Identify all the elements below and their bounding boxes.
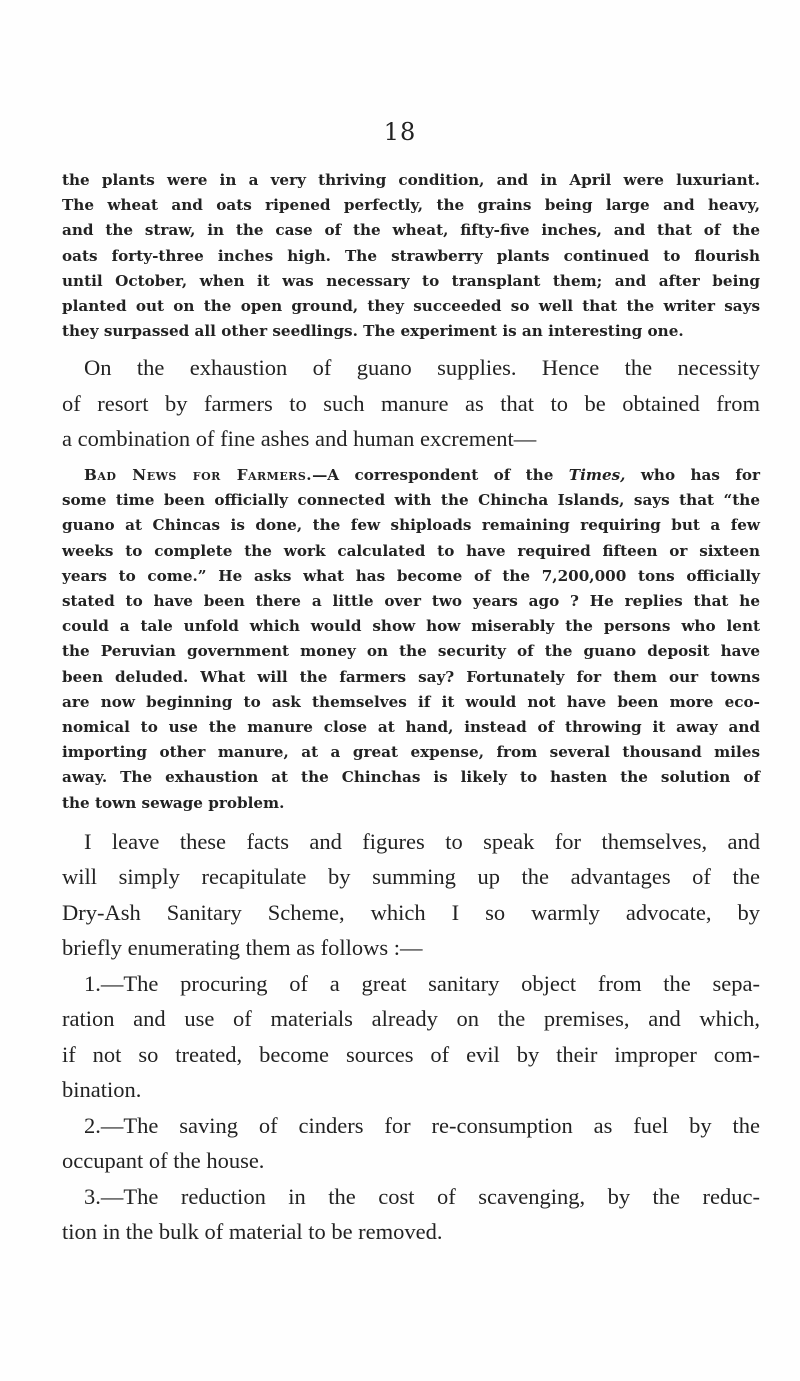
list-item-2 xyxy=(62,1108,760,1179)
text-line: away. The exhaustion at the Chinchas is likely to hasten the solution of xyxy=(62,768,760,787)
text-line: the town sewage problem. xyxy=(62,793,285,812)
text-line: will simply recapitulate by summing up the advantages of the xyxy=(62,864,760,890)
text-line: oats forty-three inches high. The strawberry plants continued to flourish xyxy=(62,246,760,265)
paragraph-recapitulation xyxy=(62,824,760,966)
text-line: Dry-Ash Sanitary Scheme, which I so warmly advocate, by xyxy=(62,899,760,925)
text-line: 2.—The saving of cinders for re-consumption as fuel by the xyxy=(84,1112,760,1138)
text-line xyxy=(62,463,760,488)
newspaper-title: Times, xyxy=(568,465,626,484)
paragraph-plants-experiment xyxy=(62,168,760,344)
text-line: planted out on the open ground, they succeeded so well that the writer says xyxy=(62,297,760,316)
text-line: years to come.” He asks what has become of the 7,200,000 tons officially xyxy=(62,566,760,585)
page-body xyxy=(62,168,760,1250)
text-line: ration and use of materials already on the premises, and which, xyxy=(62,1006,760,1032)
text-line: the plants were in a very thriving condition, and in April were luxuriant. xyxy=(62,171,760,189)
text-line: occupant of the house. xyxy=(62,1148,265,1174)
text-line: until October, when it was necessary to transplant them; and after being xyxy=(62,271,760,290)
text-line: been deluded. What will the farmers say? Fortunately for them our towns xyxy=(62,667,760,686)
text-line: are now beginning to ask themselves if it would not have been more eco- xyxy=(62,692,760,711)
text-line: tion in the bulk of material to be removed. xyxy=(62,1219,443,1245)
text-line: if not so treated, become sources of evil by their improper com- xyxy=(62,1041,760,1067)
paragraph-bad-news-quote xyxy=(62,463,760,816)
text-line: of resort by farmers to such manure as that to be obtained from xyxy=(62,390,760,416)
text-line: guano at Chincas is done, the few shiploads remaining requiring but a few xyxy=(62,516,760,535)
text-line: some time been officially connected with the Chincha Islands, says that “the xyxy=(62,491,760,510)
text-fragment: who has for xyxy=(625,465,760,484)
text-line: could a tale unfold which would show how miserably the persons who lent xyxy=(62,617,760,636)
text-fragment: —A correspondent of the xyxy=(312,465,569,484)
text-line: bination. xyxy=(62,1077,142,1103)
text-line: they surpassed all other seedlings. The experiment is an interesting one. xyxy=(62,322,684,341)
list-item-1 xyxy=(62,966,760,1108)
quote-heading: Bad News for Farmers. xyxy=(84,465,313,484)
text-line: the Peruvian government money on the security of the guano deposit have xyxy=(62,642,760,661)
text-line: importing other manure, at a great expense, from several thousand miles xyxy=(62,743,760,762)
text-line: 1.—The procuring of a great sanitary object from the sepa- xyxy=(84,970,760,996)
text-line: I leave these facts and figures to speak for themselves, and xyxy=(84,828,760,854)
text-line: weeks to complete the work calculated to have required fifteen or sixteen xyxy=(62,541,760,560)
page-number: 18 xyxy=(383,118,417,146)
text-line: The wheat and oats ripened perfectly, the grains being large and heavy, xyxy=(62,196,760,215)
text-line: On the exhaustion of guano supplies. Hence the necessity xyxy=(84,355,760,381)
text-line: briefly enumerating them as follows :— xyxy=(62,935,423,961)
list-item-3 xyxy=(62,1179,760,1250)
text-line: a combination of fine ashes and human excrement— xyxy=(62,426,537,452)
text-line: and the straw, in the case of the wheat, fifty-five inches, and that of the xyxy=(62,221,760,240)
paragraph-guano-exhaustion xyxy=(62,350,760,457)
text-line: stated to have been there a little over two years ago ? He replies that he xyxy=(62,591,760,610)
text-line: 3.—The reduction in the cost of scavenging, by the reduc- xyxy=(84,1183,760,1209)
text-line: nomical to use the manure close at hand, instead of throwing it away and xyxy=(62,717,760,736)
